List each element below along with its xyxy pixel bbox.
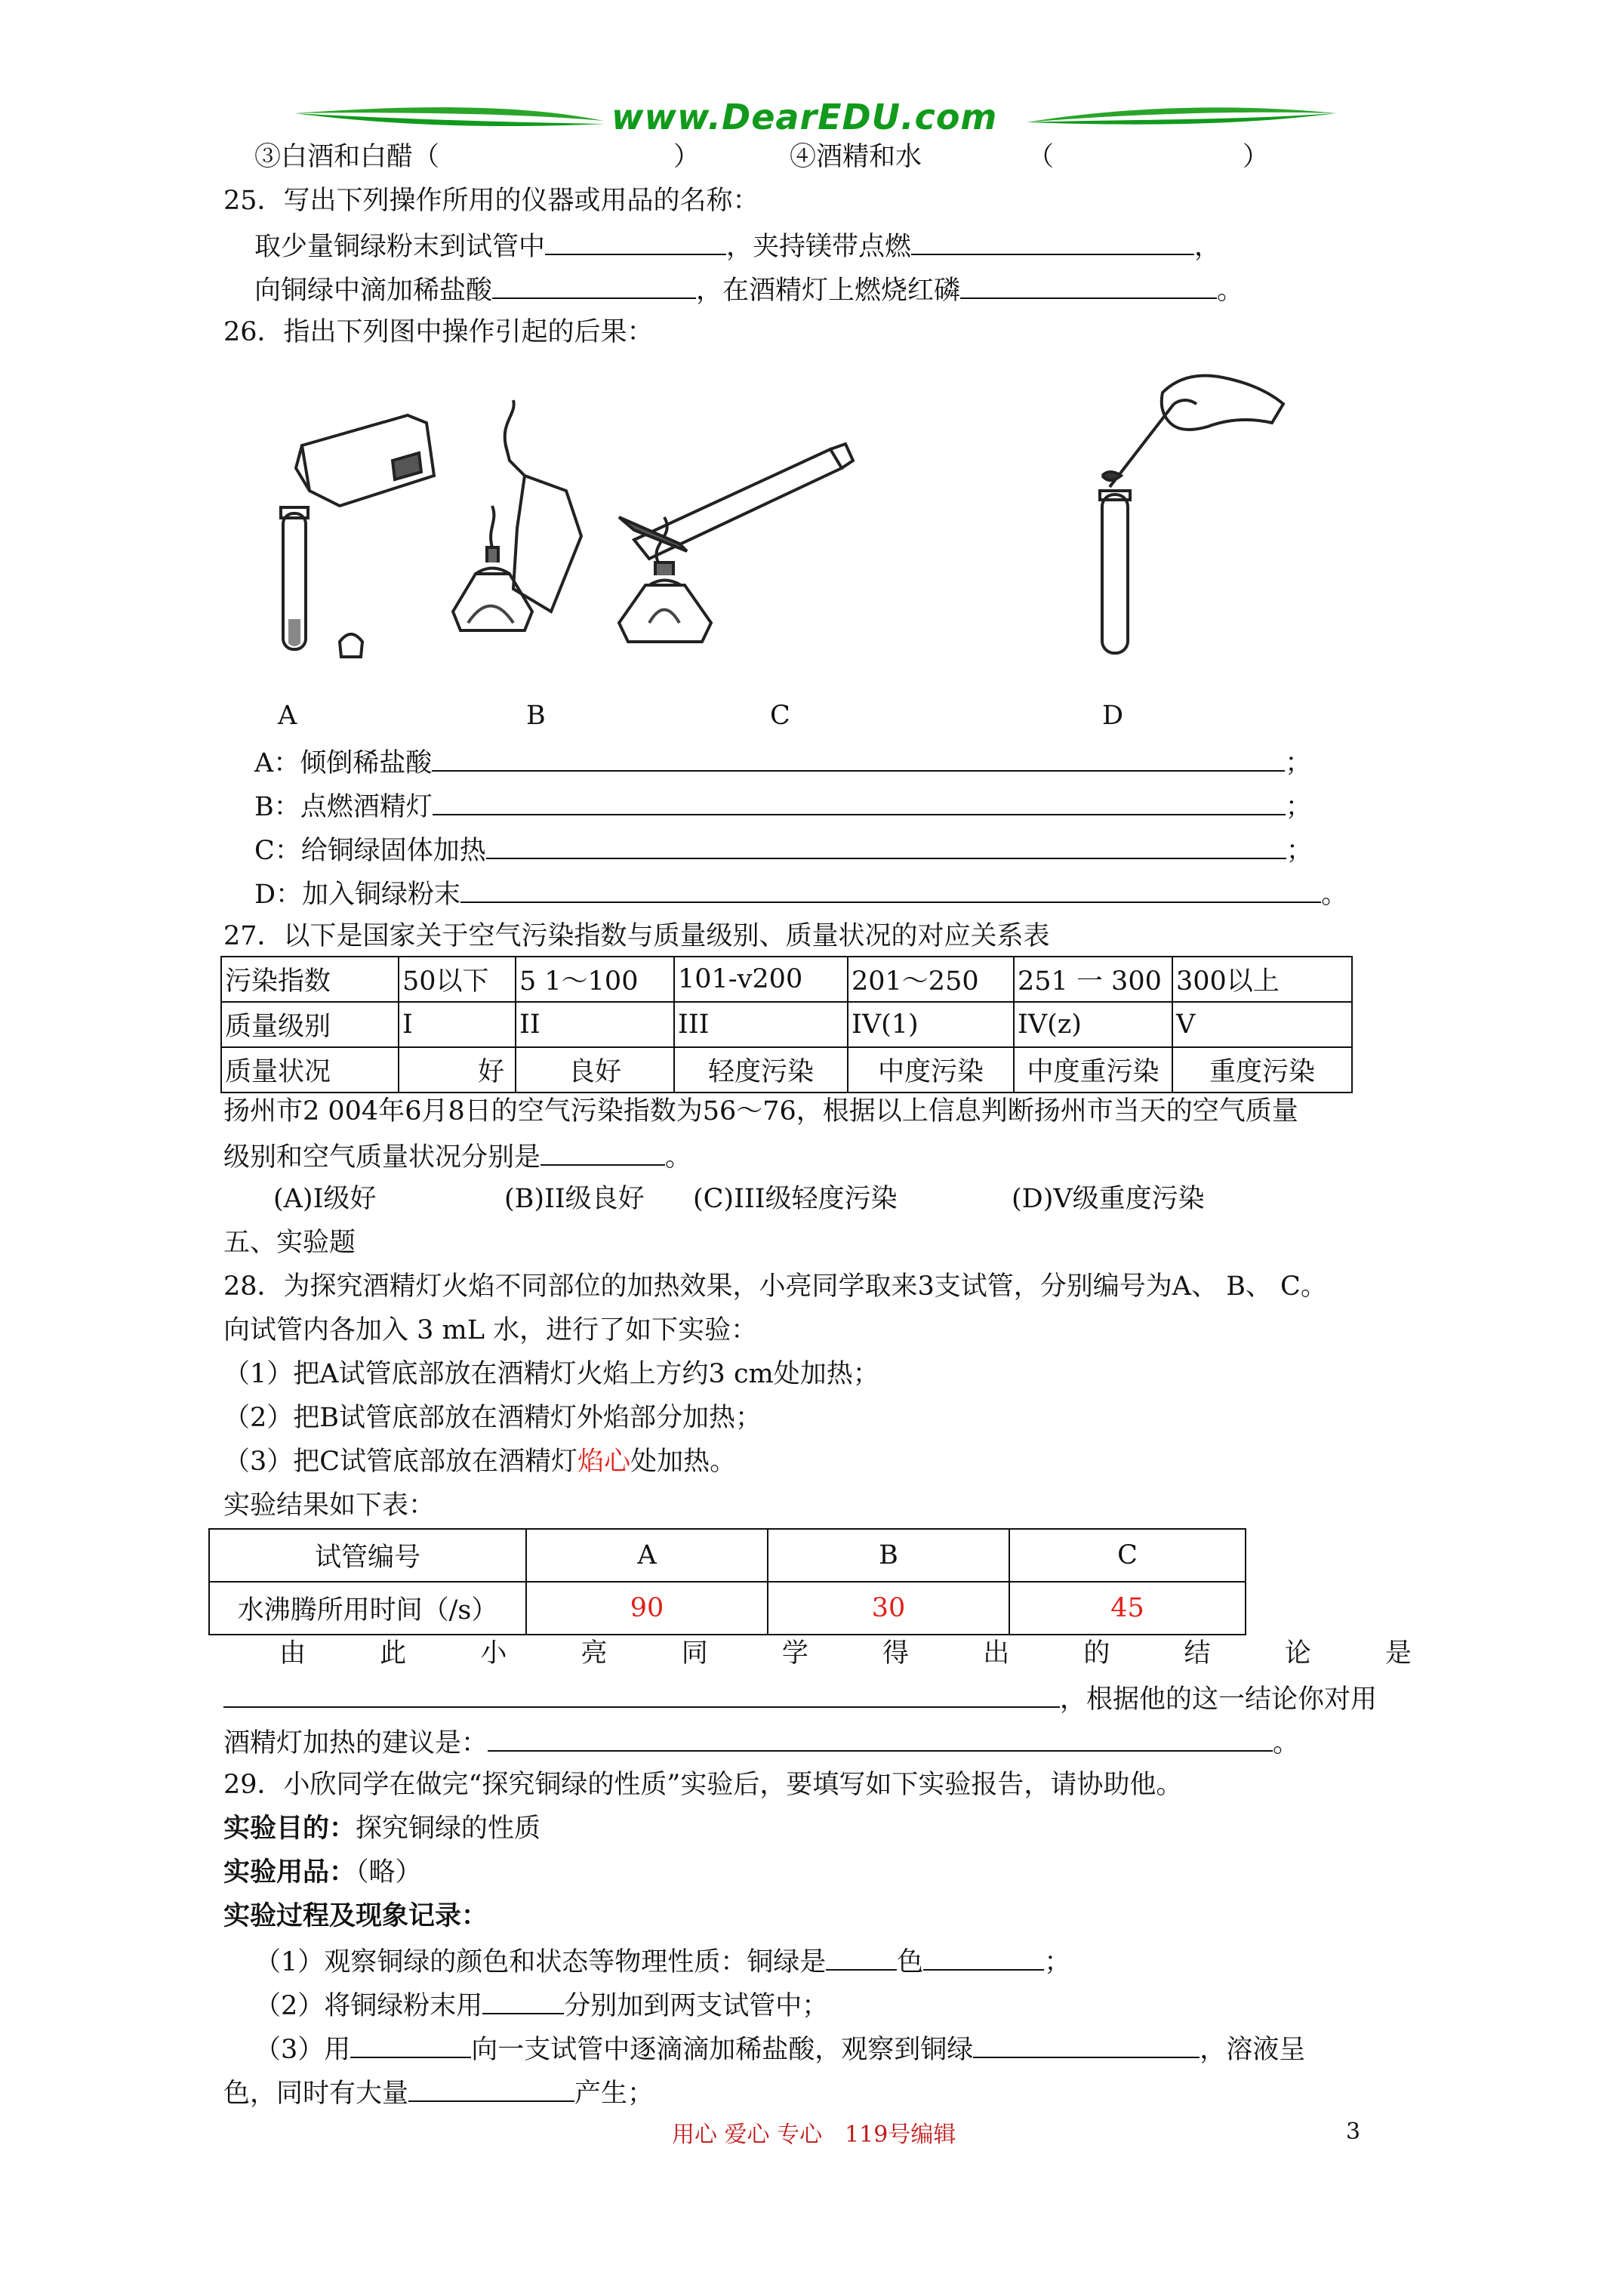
q27-option-a[interactable]: (A)I级好 — [273, 1184, 377, 1214]
q25-blank2[interactable] — [911, 228, 1194, 255]
q28-advice-line — [223, 1724, 1299, 1760]
q27-option-b[interactable]: (B)II级良好 — [504, 1184, 645, 1214]
q26-line-a — [254, 744, 1311, 780]
q26-line-c-label: C：给铜绿固体加热 — [254, 836, 486, 866]
q29-p4 — [223, 2075, 654, 2110]
q25-line2 — [254, 272, 1243, 307]
q25-a1: 取少量铜绿粉末到试管中 — [254, 232, 546, 262]
q29-tools: （略） — [356, 1857, 422, 1888]
q24-item4-open: （ — [1027, 142, 1055, 172]
q28-step3-b: 处加热。 — [630, 1447, 737, 1477]
q28-conclusion-char: 学 — [781, 1638, 808, 1669]
q28-conclusion-char: 出 — [983, 1638, 1010, 1669]
q29-purpose-label: 实验目的： — [223, 1813, 356, 1844]
q24-item3-close: ） — [673, 142, 701, 172]
q26-line-d-label: D：加入铜绿粉末 — [254, 880, 461, 910]
q28-conclusion-char: 结 — [1184, 1638, 1211, 1669]
table-cell: 30 — [768, 1582, 1009, 1635]
q29-blank-tool[interactable] — [482, 1987, 564, 2014]
q26-line-b — [254, 788, 1312, 824]
q29-p1-c: ； — [1044, 1947, 1071, 1977]
q24-item3-label: ③白酒和白醋（ — [254, 142, 440, 172]
table-row — [209, 1529, 1246, 1582]
q29-blank-color[interactable] — [826, 1943, 897, 1971]
q28-conclusion-char: 的 — [1083, 1638, 1110, 1669]
table-cell: 90 — [526, 1582, 768, 1635]
figure-b-lighting-lamp-icon — [453, 400, 581, 630]
q28-conclusion-char: 论 — [1284, 1638, 1311, 1669]
q26-line-b-end: ； — [1285, 792, 1312, 822]
air-quality-table — [220, 956, 1353, 1093]
q29-p2-b: 分别加到两支试管中； — [564, 1991, 829, 2021]
q25-a3: ， — [1194, 232, 1221, 262]
q27-text2-line — [223, 1139, 691, 1174]
q29-title: 29．小欣同学在做完“探究铜绿的性质”实验后，要填写如下实验报告，请协助他。 — [223, 1770, 1183, 1800]
figure-label-a: A — [278, 701, 297, 731]
q28-step2: （2）把B试管底部放在酒精灯外焰部分加热； — [223, 1403, 762, 1433]
q29-p1 — [254, 1943, 1070, 1979]
table-cell: 质量级别 — [221, 1002, 399, 1047]
q28-conclusion-blank[interactable] — [223, 1681, 1060, 1708]
q28-conclusion-char: 亮 — [581, 1638, 608, 1669]
table-row — [221, 1047, 1352, 1093]
q25-b3: 。 — [1217, 276, 1244, 306]
q27-text2-end: 。 — [665, 1142, 692, 1173]
q28-line1: 28．为探究酒精灯火焰不同部位的加热效果，小亮同学取来3支试管，分别编号为A、 B、 C。 — [223, 1271, 1327, 1302]
table-cell: 轻度污染 — [674, 1047, 848, 1093]
q24-item4-close: ） — [1243, 142, 1270, 172]
q26-line-c-end: ； — [1286, 836, 1313, 866]
figure-label-b: B — [526, 701, 546, 731]
q25-blank3[interactable] — [492, 272, 696, 299]
q27-text2: 级别和空气质量状况分别是 — [223, 1142, 541, 1173]
table-cell: 好 — [399, 1047, 516, 1093]
q26-line-a-label: A：倾倒稀盐酸 — [254, 748, 433, 778]
q28-conclusion-char: 是 — [1384, 1638, 1412, 1669]
q25-title: 25．写出下列操作所用的仪器或用品的名称： — [223, 186, 759, 216]
q28-step1: （1）把A试管底部放在酒精灯火焰上方约3 cm处加热； — [223, 1359, 879, 1389]
q28-conclusion-char: 得 — [882, 1638, 910, 1669]
table-cell: 50以下 — [399, 957, 516, 1002]
q28-conclusion-char: 此 — [380, 1638, 407, 1669]
q24-item4-label: ④酒精和水 — [790, 142, 922, 172]
q25-blank1[interactable] — [545, 228, 726, 255]
boiling-time-table — [208, 1528, 1246, 1635]
table-cell: 中度污染 — [848, 1047, 1014, 1093]
table-header-cell: A — [526, 1529, 768, 1582]
q29-blank-state[interactable] — [923, 1943, 1044, 1971]
q28-c2: ，根据他的这一结论你对用 — [1060, 1684, 1378, 1715]
q29-purpose-line — [223, 1812, 540, 1845]
q25-blank4[interactable] — [960, 272, 1217, 299]
q28-conclusion-line — [279, 1637, 1412, 1670]
q29-blank-dropper[interactable] — [350, 2031, 471, 2058]
table-cell: 污染指数 — [221, 957, 399, 1002]
q29-p4-a: 色，同时有大量 — [223, 2079, 409, 2109]
table-header-cell: 试管编号 — [209, 1529, 526, 1582]
table-row — [209, 1582, 1246, 1635]
table-cell: III — [674, 1002, 848, 1047]
q28-step3-highlight: 焰心 — [577, 1447, 631, 1477]
table-header-cell: C — [1009, 1529, 1246, 1582]
table-cell: 201～250 — [848, 957, 1014, 1002]
table-header-cell: B — [768, 1529, 1009, 1582]
lab-operations-figure — [226, 362, 1359, 680]
table-cell: 水沸腾所用时间（/s） — [209, 1582, 526, 1635]
table-cell: IV(z) — [1014, 1002, 1172, 1047]
q27-option-c[interactable]: (C)III级轻度污染 — [693, 1184, 898, 1214]
figure-a-pouring-icon — [281, 415, 434, 657]
q29-p4-b: 产生； — [574, 2079, 654, 2109]
table-cell: 300以上 — [1172, 957, 1352, 1002]
table-cell: 重度污染 — [1172, 1047, 1352, 1093]
q29-p3-b: 向一支试管中逐滴滴加稀盐酸，观察到铜绿 — [471, 2035, 974, 2065]
q29-p1-b: 色 — [897, 1947, 924, 1977]
q29-blank-observe[interactable] — [973, 2031, 1200, 2058]
q27-blank[interactable] — [540, 1139, 665, 1166]
q29-p3-c: ，溶液呈 — [1200, 2035, 1306, 2065]
q28-result-title: 实验结果如下表： — [223, 1490, 436, 1521]
site-header — [287, 97, 1344, 142]
q25-b1: 向铜绿中滴加稀盐酸 — [254, 276, 493, 306]
table-cell: 101-v200 — [674, 957, 848, 1002]
table-row — [221, 957, 1352, 1002]
footer-text: 用心 爱心 专心 119号编辑 — [672, 2122, 956, 2148]
q28-step3-a: （3）把C试管底部放在酒精灯 — [223, 1447, 578, 1477]
table-cell: IV(1) — [848, 1002, 1014, 1047]
q29-process-label: 实验过程及现象记录： — [223, 1900, 488, 1931]
q26-line-d — [254, 876, 1347, 911]
q29-tools-label: 实验用品： — [223, 1857, 356, 1888]
page-number: 3 — [1346, 2119, 1361, 2145]
table-cell: 5 1～100 — [516, 957, 674, 1002]
q29-tools-line — [223, 1856, 422, 1889]
figure-label-c: C — [770, 701, 790, 731]
site-logo[interactable]: www.DearEDU.com — [611, 97, 998, 137]
table-row — [221, 1002, 1352, 1047]
q28-line2: 向试管内各加入 3 mL 水，进行了如下实验： — [223, 1315, 758, 1345]
q24-item4-line — [790, 140, 1269, 174]
table-cell: 45 — [1009, 1582, 1246, 1635]
q28-conclusion-line2 — [223, 1681, 1377, 1716]
section-heading: 五、实验题 — [223, 1228, 356, 1258]
q28-c3: 酒精灯加热的建议是： — [223, 1728, 488, 1758]
q28-advice-blank[interactable] — [488, 1724, 1273, 1752]
q28-step3 — [223, 1445, 736, 1478]
table-cell: 中度重污染 — [1014, 1047, 1172, 1093]
table-cell: 251 一 300 — [1014, 957, 1172, 1002]
q26-line-d-end: 。 — [1321, 880, 1348, 910]
q26-blank-c[interactable] — [486, 832, 1286, 859]
q26-blank-a[interactable] — [432, 744, 1285, 772]
figure-d-adding-powder-icon — [1100, 376, 1283, 654]
table-cell: II — [516, 1002, 674, 1047]
q29-p2-a: （2）将铜绿粉末用 — [254, 1991, 483, 2021]
q26-line-a-end: ； — [1285, 748, 1312, 778]
table-cell: 良好 — [516, 1047, 674, 1093]
q27-title: 27．以下是国家关于空气污染指数与质量级别、质量状况的对应关系表 — [223, 921, 1050, 951]
q28-conclusion-char: 由 — [279, 1638, 306, 1669]
q25-a2: ，夹持镁带点燃 — [726, 232, 912, 262]
q24-item3-line — [254, 140, 700, 174]
q29-purpose: 探究铜绿的性质 — [356, 1814, 541, 1844]
table-cell: V — [1172, 1002, 1352, 1047]
q28-conclusion-char: 小 — [480, 1638, 507, 1669]
q27-text1: 扬州市2 004年6月8日的空气污染指数为56～76，根据以上信息判断扬州市当天的空气质量 — [223, 1096, 1298, 1126]
q29-p3-a: （3）用 — [254, 2035, 351, 2065]
q26-blank-b[interactable] — [433, 788, 1286, 815]
q27-option-d[interactable]: (D)V级重度污染 — [1012, 1184, 1205, 1214]
q28-conclusion-char: 同 — [681, 1638, 708, 1669]
q25-b2: ，在酒精灯上燃烧红磷 — [696, 276, 961, 306]
q26-title: 26．指出下列图中操作引起的后果： — [223, 317, 654, 347]
q26-blank-d[interactable] — [460, 876, 1321, 903]
q29-p2 — [254, 1987, 828, 2023]
table-cell: I — [399, 1002, 516, 1047]
q29-p3 — [254, 2031, 1305, 2066]
q29-p1-a: （1）观察铜绿的颜色和状态等物理性质：铜绿是 — [254, 1947, 827, 1977]
q25-line1 — [254, 228, 1221, 264]
figure-label-d: D — [1102, 701, 1124, 731]
q26-line-c — [254, 832, 1313, 868]
table-cell: 质量状况 — [221, 1047, 399, 1093]
q28-c3-end: 。 — [1273, 1728, 1300, 1758]
q26-line-b-label: B：点燃酒精灯 — [254, 792, 433, 822]
q29-blank-gas[interactable] — [408, 2075, 574, 2102]
figure-c-heating-tube-icon — [619, 444, 853, 642]
